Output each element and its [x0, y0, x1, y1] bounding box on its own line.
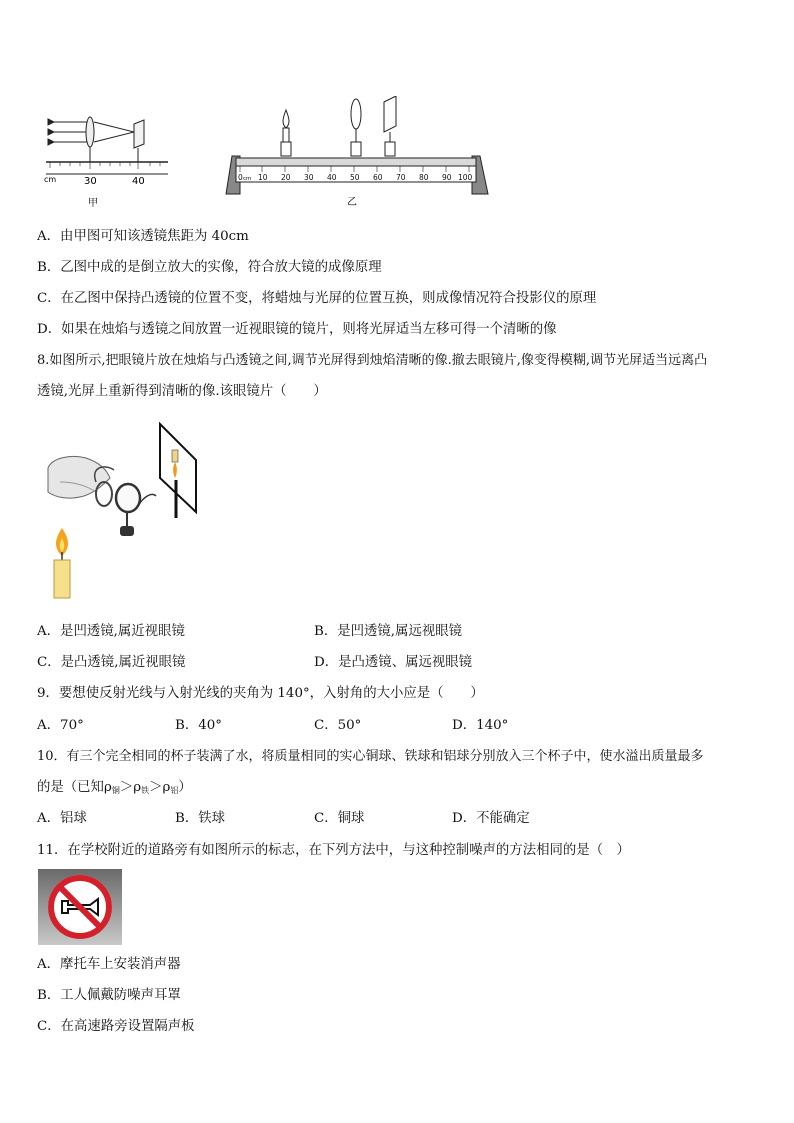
q9-option-c: C．50° [314, 718, 362, 733]
q8-option-c: C．是凸透镜,属近视眼镜 [37, 655, 186, 670]
yi-tick-20: 20 [281, 173, 291, 182]
q11-option-a: A．摩托车上安装消声器 [37, 957, 181, 972]
yi-tick-10: 10 [258, 173, 268, 182]
q7-option-a: A．由甲图可知该透镜焦距为 40cm [37, 229, 249, 244]
q10-sub-iron: 铁 [141, 786, 150, 795]
yi-tick-100: 100 [458, 173, 473, 182]
q10-post: ） [178, 780, 192, 795]
q7-option-d: D．如果在烛焰与透镜之间放置一近视眼镜的镜片，则将光屏适当左移可得一个清晰的像 [37, 322, 557, 337]
q10-stem-line1: 10．有三个完全相同的杯子装满了水，将质量相同的实心铜球、铁球和铝球分别放入三个杯子中，使水溢出质量最多 [37, 749, 704, 764]
q11-option-c: C．在高速路旁设置隔声板 [37, 1019, 195, 1034]
jia-tick-40: 40 [132, 176, 145, 187]
q11-stem: 11．在学校附近的道路旁有如图所示的标志，在下列方法中，与这种控制噪声的方法相同的是（ ） [37, 843, 630, 858]
q8-option-d: D．是凸透镜、属远视眼镜 [314, 655, 473, 670]
q10-sub-aluminum: 铝 [170, 786, 179, 795]
q8-option-b: B．是凹透镜,属远视眼镜 [314, 624, 463, 639]
jia-tick-30: 30 [84, 176, 97, 187]
yi-tick-60: 60 [373, 173, 383, 182]
q10-mid1: ＞ρ [119, 780, 142, 795]
figure-candle-screen [40, 422, 205, 602]
jia-tick-cm: cm [44, 175, 57, 184]
yi-tick-50: 50 [350, 173, 360, 182]
yi-tick-40: 40 [327, 173, 337, 182]
q10-sub-copper: 铜 [111, 786, 120, 795]
q8-option-a: A．是凹透镜,属近视眼镜 [37, 624, 185, 639]
q11-option-b: B．工人佩戴防噪声耳罩 [37, 988, 181, 1003]
no-horn-sign-icon [38, 869, 122, 945]
q10-option-b: B．铁球 [175, 811, 226, 826]
jia-caption: 甲 [88, 198, 98, 209]
q7-option-c: C．在乙图中保持凸透镜的位置不变，将蜡烛与光屏的位置互换，则成像情况符合投影仪的原理 [37, 291, 597, 306]
q9-option-b: B．40° [175, 718, 222, 733]
q10-mid2: ＞ρ [149, 780, 171, 795]
yi-tick-0: 0 [238, 173, 243, 182]
q7-option-b: B．乙图中成的是倒立放大的实像，符合放大镜的成像原理 [37, 260, 382, 275]
yi-tick-cm: cm [243, 176, 252, 182]
figure-jia [40, 112, 170, 212]
q9-option-a: A．70° [37, 718, 84, 733]
q10-option-d: D．不能确定 [452, 811, 530, 826]
yi-tick-90: 90 [442, 173, 452, 182]
yi-tick-70: 70 [396, 173, 406, 182]
q8-stem-line1: 8.如图所示,把眼镜片放在烛焰与凸透镜之间,调节光屏得到烛焰清晰的像.撤去眼镜片,像变得模糊,调节光屏适当远离凸 [37, 353, 708, 368]
figure-yi [222, 96, 492, 211]
q9-stem: 9．要想使反射光线与入射光线的夹角为 140°，入射角的大小应是（ ） [37, 686, 484, 701]
q10-stem-line2 [37, 779, 192, 800]
q8-stem-line2: 透镜,光屏上重新得到清晰的像.该眼镜片（ ） [37, 384, 327, 399]
yi-tick-30: 30 [304, 173, 314, 182]
q10-option-c: C．铜球 [314, 811, 365, 826]
yi-tick-80: 80 [419, 173, 429, 182]
q10-option-a: A．铝球 [37, 811, 87, 826]
yi-caption: 乙 [347, 197, 357, 208]
q9-option-d: D．140° [452, 718, 509, 733]
q10-stem-pre: 的是（已知ρ [37, 780, 112, 795]
